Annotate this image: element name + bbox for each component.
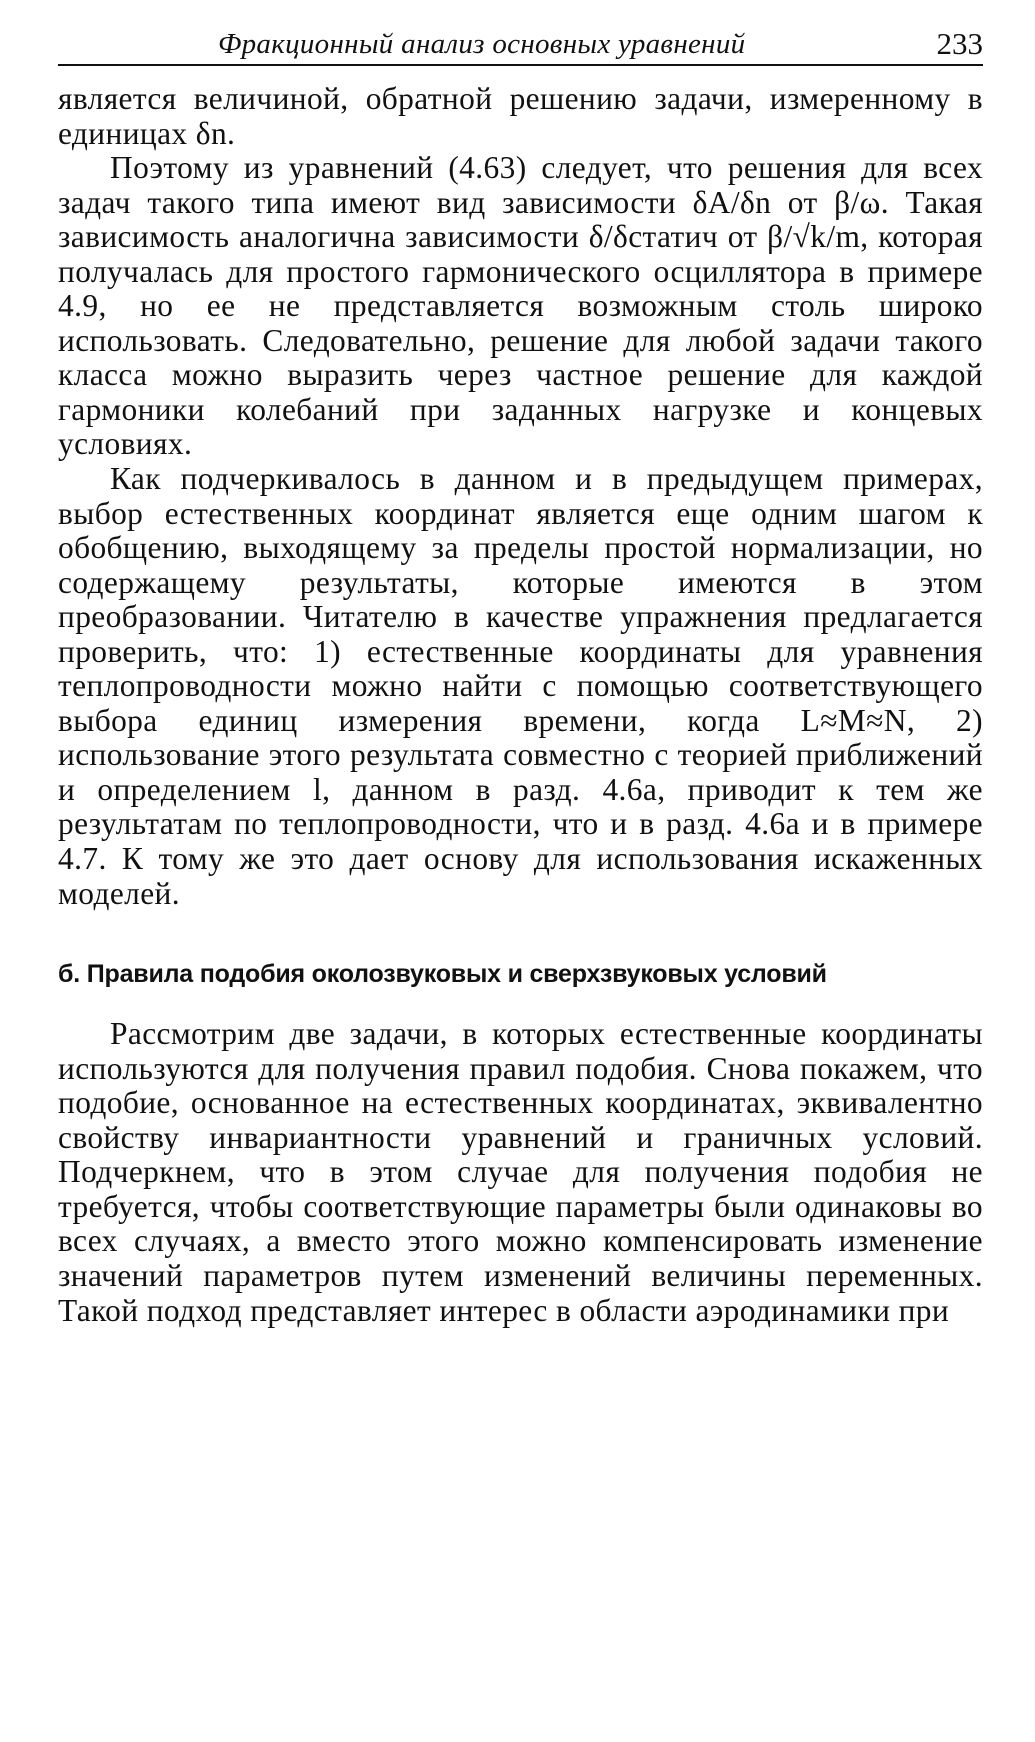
paragraph-dependence: Поэтому из уравнений (4.63) следует, что решения для всех задач такого типа имеют вид зависимости δA/δn от β/ω. Такая зависимость аналогична зависимости δ/δстатич от β/√k/m, которая получалась для простого гармонического осциллятора в примере 4.9, но ее не представляется возможным столь широко использовать. Следовательно, решение для любой задачи такого класса можно выразить через частное решение для каждой гармоники колебаний при заданных нагрузке и концевых условиях. [58,150,983,462]
paragraph-natural-coordinates: Как подчеркивалось в данном и в предыдущем примерах, выбор естественных координат является еще одним шагом к обобщению, выходящему за пределы простой нормализации, но содержащему результаты, которые имеются в этом преобразовании. Читателю в качестве упражнения предлагается проверить, что: 1) естественные координаты для уравнения теплопроводности можно найти с помощью соответствующего выбора единиц измерения времени, когда L≈M≈N, 2) использование этого результата совместно с теорией приближений и определением l, данном в разд. 4.6а, приводит к тем же результатам по теплопроводности, что и в разд. 4.6а и в примере 4.7. К тому же это дает основу для использования искаженных моделей. [58,461,983,911]
page-header [58,22,983,66]
running-title: Фракционный анализ основных уравнений [218,28,746,60]
paragraph-similarity-rules: Рассмотрим две задачи, в которых естественные координаты используются для получения правил подобия. Снова покажем, что подобие, основанное на естественных координатах, эквивалентно свойству инвариантности уравнений и граничных условий. Подчеркнем, что в этом случае для получения подобия не требуется, чтобы соответствующие параметры были одинаковы во всех случаях, а вместо этого можно компенсировать изменение значений параметров путем изменений величины переменных. Такой подход представляет интерес в области аэродинамики при [58,1016,983,1328]
book-page [58,22,983,1328]
paragraph-continued: является величиной, обратной решению задачи, измеренному в единицах δn. [58,81,983,151]
section-heading: б. Правила подобия околозвуковых и сверхзвуковых условий [58,960,827,989]
page-number: 233 [936,26,983,61]
